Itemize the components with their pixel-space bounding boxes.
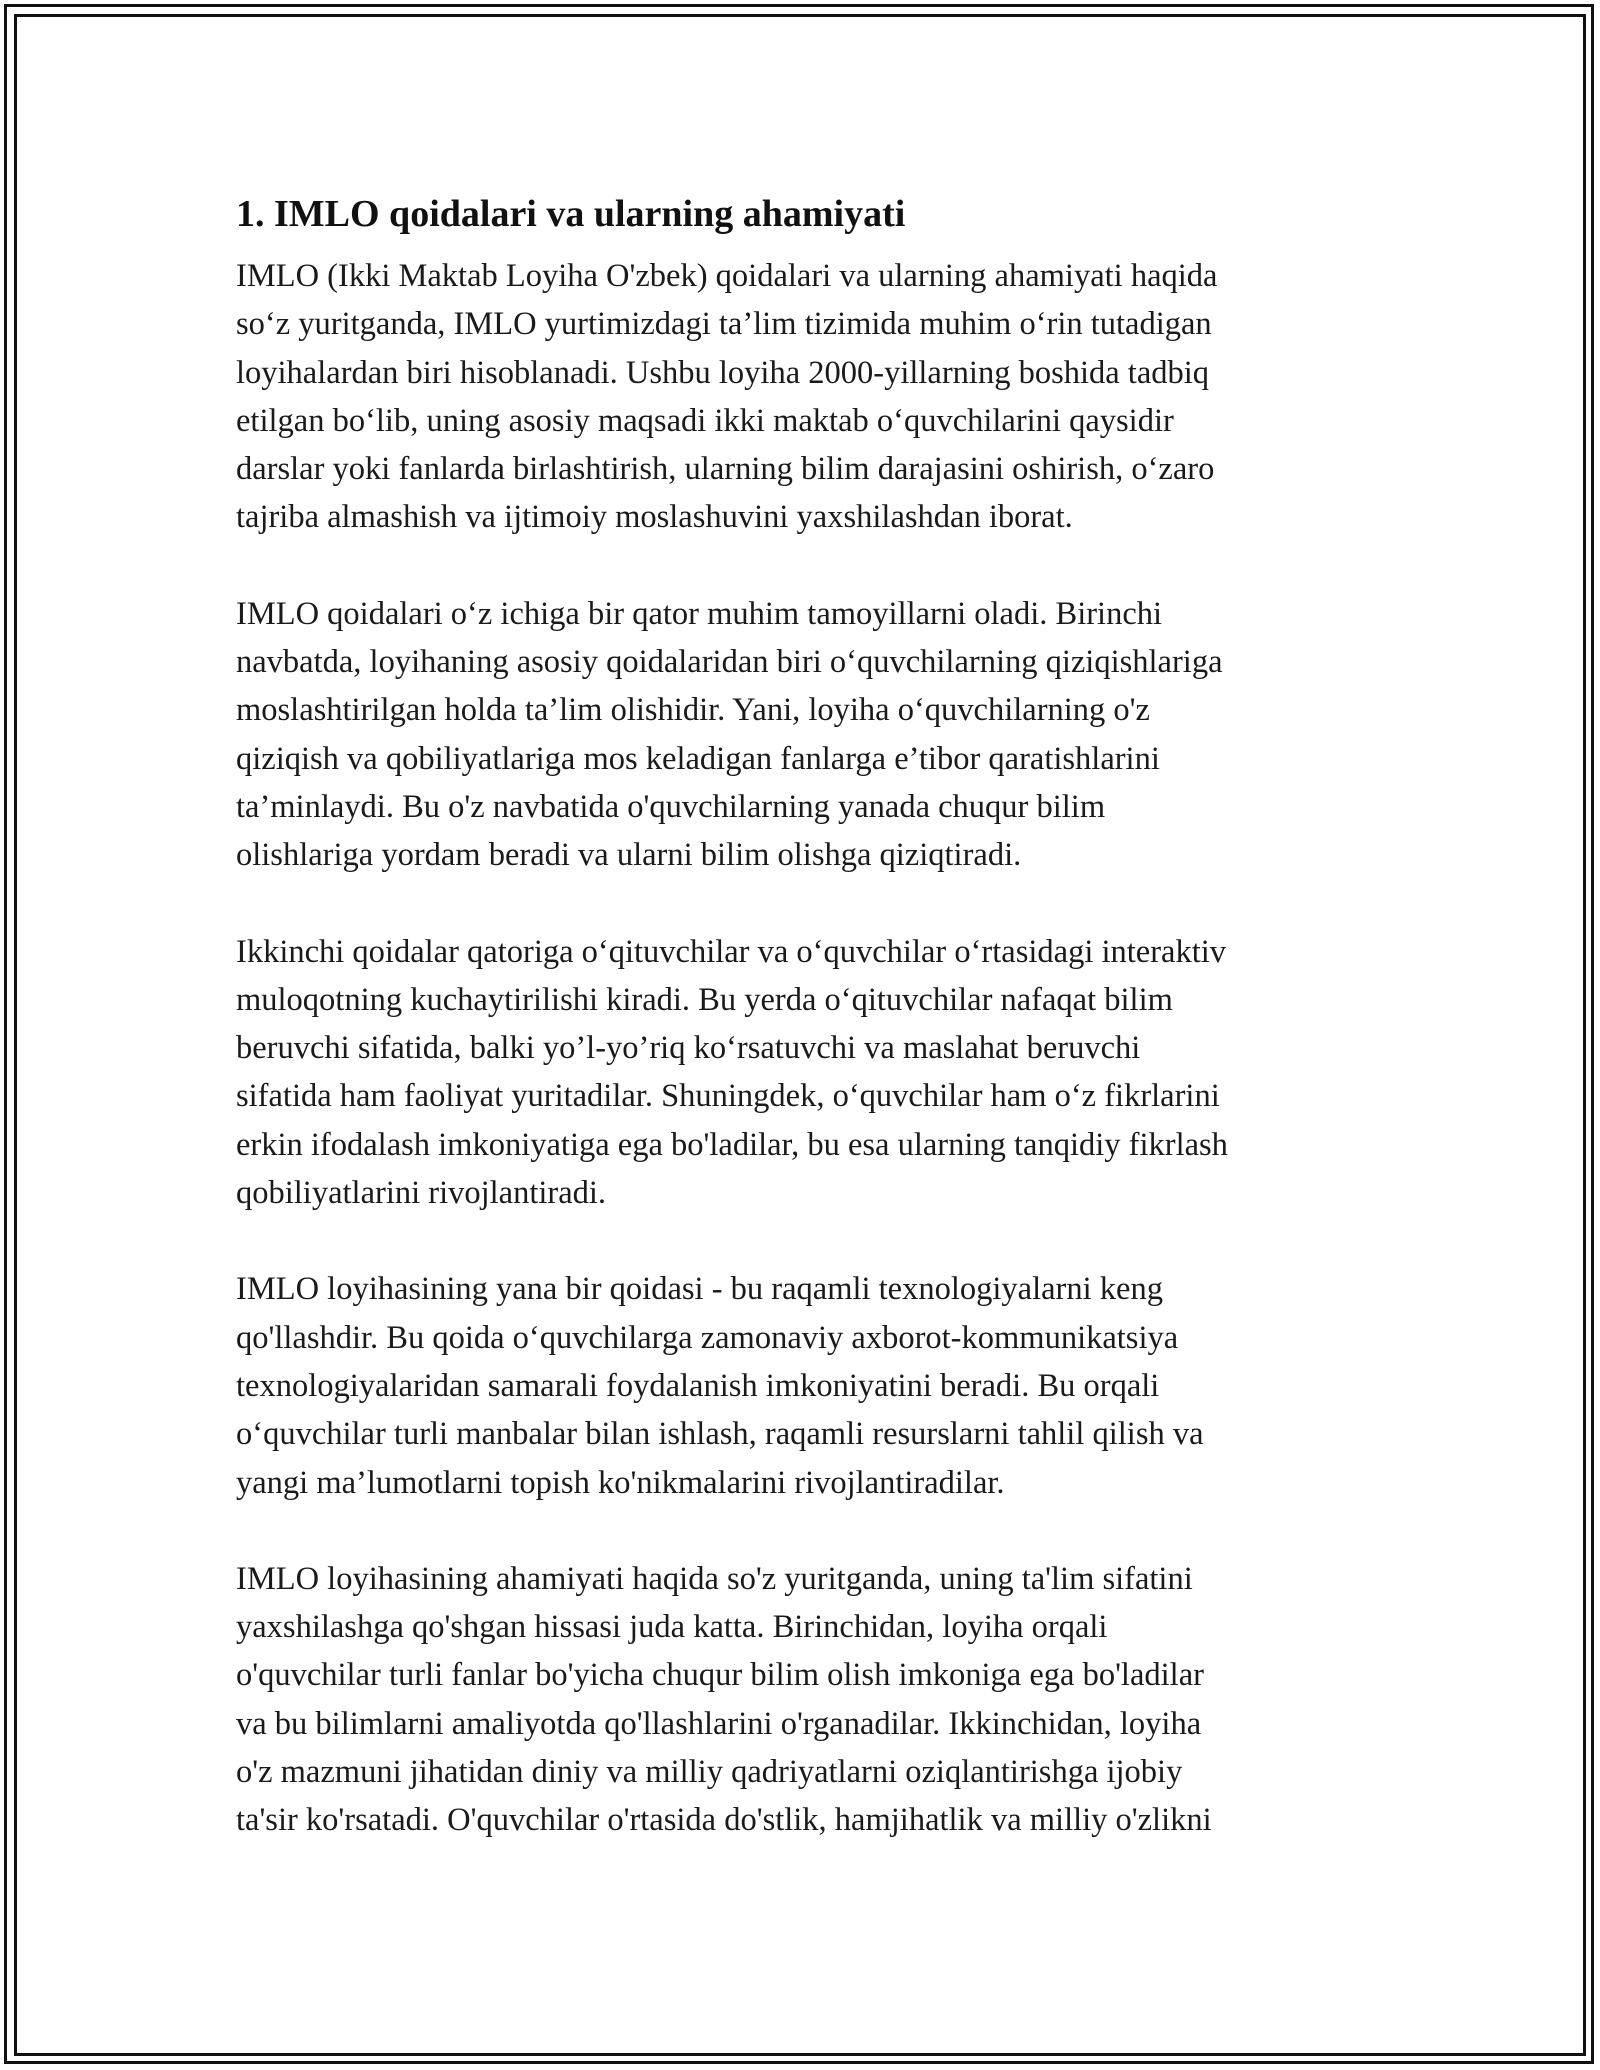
document-body [236, 186, 1366, 1845]
text-line: o'z mazmuni jihatidan diniy va milliy qadriyatlarni oziqlantirishga ijobiy [236, 1754, 1183, 1791]
text-line: Ikkinchi qoidalar qatoriga o‘qituvchilar va o‘quvchilar o‘rtasidagi interaktiv [236, 933, 1227, 970]
text-line: darslar yoki fanlarda birlashtirish, ularning bilim darajasini oshirish, o‘zaro [236, 451, 1215, 488]
text-line: navbatda, loyihaning asosiy qoidalaridan biri o‘quvchilarning qiziqishlariga [236, 644, 1223, 681]
text-line: qobiliyatlarini rivojlantiradi. [236, 1175, 607, 1212]
paragraph-2 [236, 590, 1366, 880]
paragraph-3 [236, 928, 1366, 1218]
text-line: ta’minlaydi. Bu o'z navbatida o'quvchilarning yanada chuqur bilim [236, 788, 1106, 825]
text-line: o'quvchilar turli fanlar bo'yicha chuqur bilim olish imkoniga ega bo'ladilar [236, 1657, 1204, 1694]
text-line: yaxshilashga qo'shgan hissasi juda katta. Birinchidan, loyiha orqali [236, 1609, 1108, 1646]
paragraph-4 [236, 1265, 1366, 1506]
text-line: olishlariga yordam beradi va ularni bilim olishga qiziqtiradi. [236, 837, 1022, 874]
text-line: tajriba almashish va ijtimoiy moslashuvini yaxshilashdan iborat. [236, 499, 1073, 536]
text-line: moslashtirilgan holda ta’lim olishidir. Yani, loyiha o‘quvchilarning o'z [236, 692, 1150, 729]
text-line: ta'sir ko'rsatadi. O'quvchilar o'rtasida do'stlik, hamjihatlik va milliy o'zlikni [236, 1802, 1212, 1839]
text-line: muloqotning kuchaytirilishi kiradi. Bu yerda o‘qituvchilar nafaqat bilim [236, 981, 1173, 1018]
text-line: etilgan bo‘lib, uning asosiy maqsadi ikki maktab o‘quvchilarini qaysidir [236, 402, 1174, 439]
text-line: beruvchi sifatida, balki yo’l-yo’riq ko‘rsatuvchi va maslahat beruvchi [236, 1030, 1141, 1067]
text-line: qo'llashdir. Bu qoida o‘quvchilarga zamonaviy axborot-kommunikatsiya [236, 1319, 1179, 1356]
text-line: yangi ma’lumotlarni topish ko'nikmalarini rivojlantiradilar. [236, 1464, 1005, 1501]
text-line: o‘quvchilar turli manbalar bilan ishlash, raqamli resurslarni tahlil qilish va [236, 1416, 1204, 1453]
text-line: texnologiyalaridan samarali foydalanish imkoniyatini beradi. Bu orqali [236, 1367, 1160, 1404]
text-line: erkin ifodalash imkoniyatiga ega bo'ladilar, bu esa ularning tanqidiy fikrlash [236, 1126, 1228, 1163]
section-heading: 1. IMLO qoidalari va ularning ahamiyati [236, 193, 906, 235]
text-line: IMLO qoidalari o‘z ichiga bir qator muhim tamoyillarni oladi. Birinchi [236, 595, 1163, 632]
paragraph-5 [236, 1555, 1366, 1845]
text-line: IMLO (Ikki Maktab Loyiha O'zbek) qoidalari va ularning ahamiyati haqida [236, 258, 1218, 294]
text-line: va bu bilimlarni amaliyotda qo'llashlarini o'rganadilar. Ikkinchidan, loyiha [236, 1705, 1202, 1742]
text-line: loyihalardan biri hisoblanadi. Ushbu loyiha 2000-yillarning boshida tadbiq [236, 354, 1210, 391]
text-line: so‘z yuritganda, IMLO yurtimizdagi ta’lim tizimida muhim o‘rin tutadigan [236, 306, 1212, 343]
text-line: IMLO loyihasining ahamiyati haqida so'z yuritganda, uning ta'lim sifatini [236, 1560, 1193, 1597]
paragraph-1 [236, 252, 1366, 542]
text-line: IMLO loyihasining yana bir qoidasi - bu raqamli texnologiyalarni keng [236, 1271, 1163, 1308]
text-line: qiziqish va qobiliyatlariga mos keladigan fanlarga e’tibor qaratishlarini [236, 740, 1160, 777]
text-line: sifatida ham faoliyat yuritadilar. Shuningdek, o‘quvchilar ham o‘z fikrlarini [236, 1078, 1220, 1115]
